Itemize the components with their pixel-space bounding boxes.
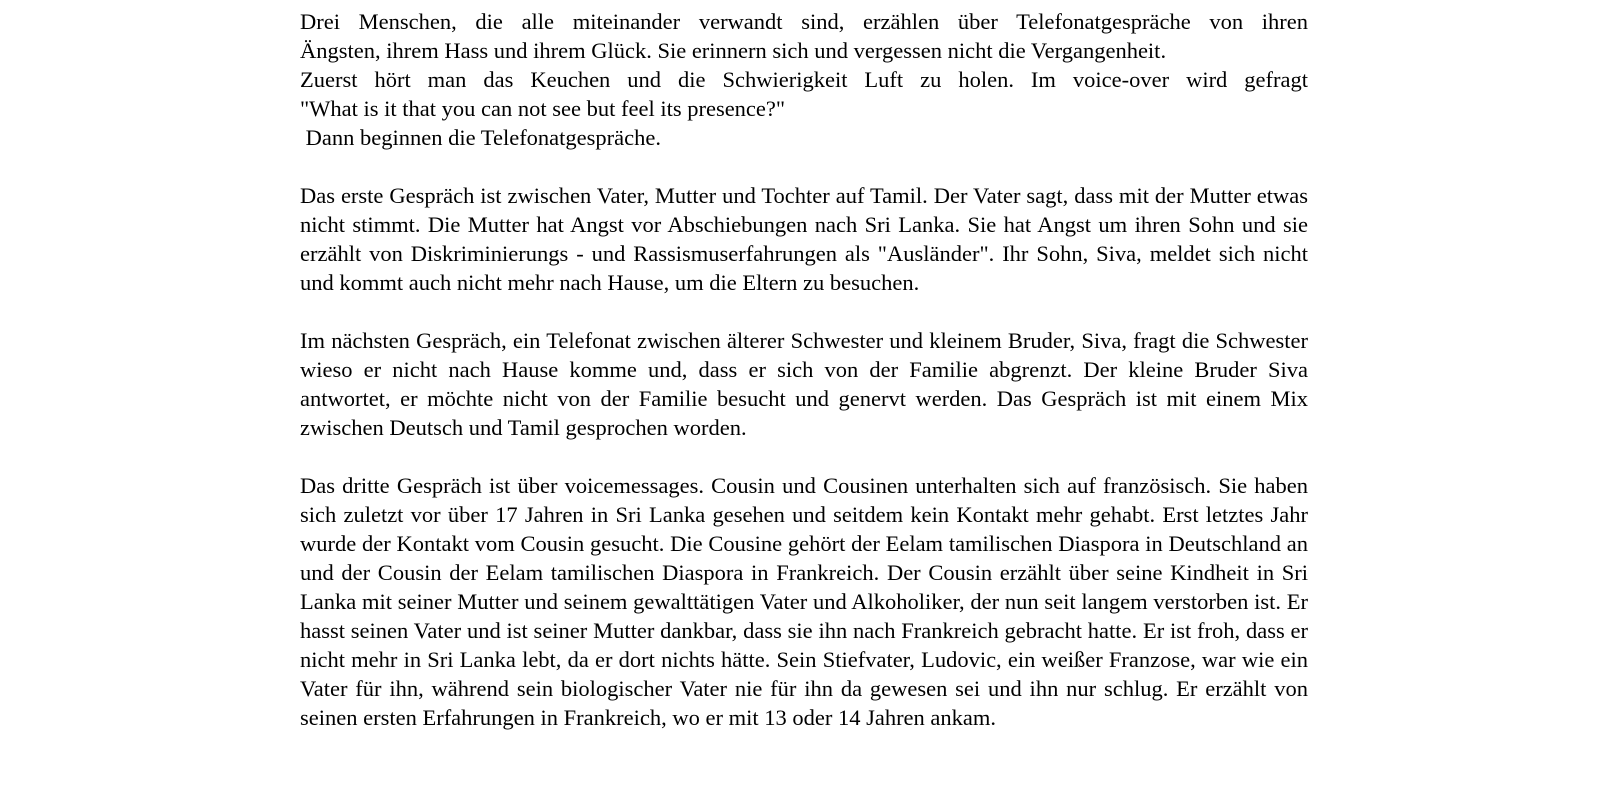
intro-line: Zuerst hört man das Keuchen und die Schwierigkeit Luft zu holen. Im voice-over wird gefragt bbox=[300, 67, 1308, 92]
intro-line: Drei Menschen, die alle miteinander verwandt sind, erzählen über Telefonatgespräche von ihren bbox=[300, 9, 1308, 34]
paragraph-second-conversation: Im nächsten Gespräch, ein Telefonat zwischen älterer Schwester und kleinem Bruder, Siva, fragt die Schwester wieso er nicht nach Hause komme und, dass er sich von der Familie abgrenzt. Der kleine Bruder Siva antwortet, er möchte nicht von der Familie besucht und genervt werden. Das Gespräch ist mit einem Mix zwischen Deutsch und Tamil gesprochen worden. bbox=[300, 328, 1308, 440]
intro-line: "What is it that you can not see but feel its presence?" bbox=[300, 96, 786, 121]
paragraph-first-conversation: Das erste Gespräch ist zwischen Vater, Mutter und Tochter auf Tamil. Der Vater sagt, dass mit der Mutter etwas nicht stimmt. Die Mutter hat Angst vor Abschiebungen nach Sri Lanka. Sie hat Angst um ihren Sohn und sie erzählt von Diskriminierungs - und Rassismuserfahrungen als "Ausländer". Ihr Sohn, Siva, meldet sich nicht und kommt auch nicht mehr nach Hause, um die Eltern zu besuchen. bbox=[300, 183, 1308, 295]
document-page bbox=[300, 7, 1308, 761]
intro-line: Ängsten, ihrem Hass und ihrem Glück. Sie erinnern sich und vergessen nicht die Vergangenheit. bbox=[300, 38, 1167, 63]
intro-paragraph bbox=[300, 7, 1308, 152]
intro-line: Dann beginnen die Telefonatgespräche. bbox=[300, 125, 661, 150]
paragraph-third-conversation: Das dritte Gespräch ist über voicemessages. Cousin und Cousinen unterhalten sich auf französisch. Sie haben sich zuletzt vor über 17 Jahren in Sri Lanka gesehen und seitdem kein Kontakt mehr gehabt. Erst letztes Jahr wurde der Kontakt vom Cousin gesucht. Die Cousine gehört der Eelam tamilischen Diaspora in Deutschland an und der Cousin der Eelam tamilischen Diaspora in Frankreich. Der Cousin erzählt über seine Kindheit in Sri Lanka mit seiner Mutter und seinem gewalttätigen Vater und Alkoholiker, der nun seit langem verstorben ist. Er hasst seinen Vater und ist seiner Mutter dankbar, dass sie ihn nach Frankreich gebracht hatte. Er ist froh, dass er nicht mehr in Sri Lanka lebt, da er dort nichts hätte. Sein Stiefvater, Ludovic, ein weißer Franzose, war wie ein Vater für ihn, während sein biologischer Vater nie für ihn da gewesen sei und ihn nur schlug. Er erzählt von seinen ersten Erfahrungen in Frankreich, wo er mit 13 oder 14 Jahren ankam. bbox=[300, 473, 1308, 730]
